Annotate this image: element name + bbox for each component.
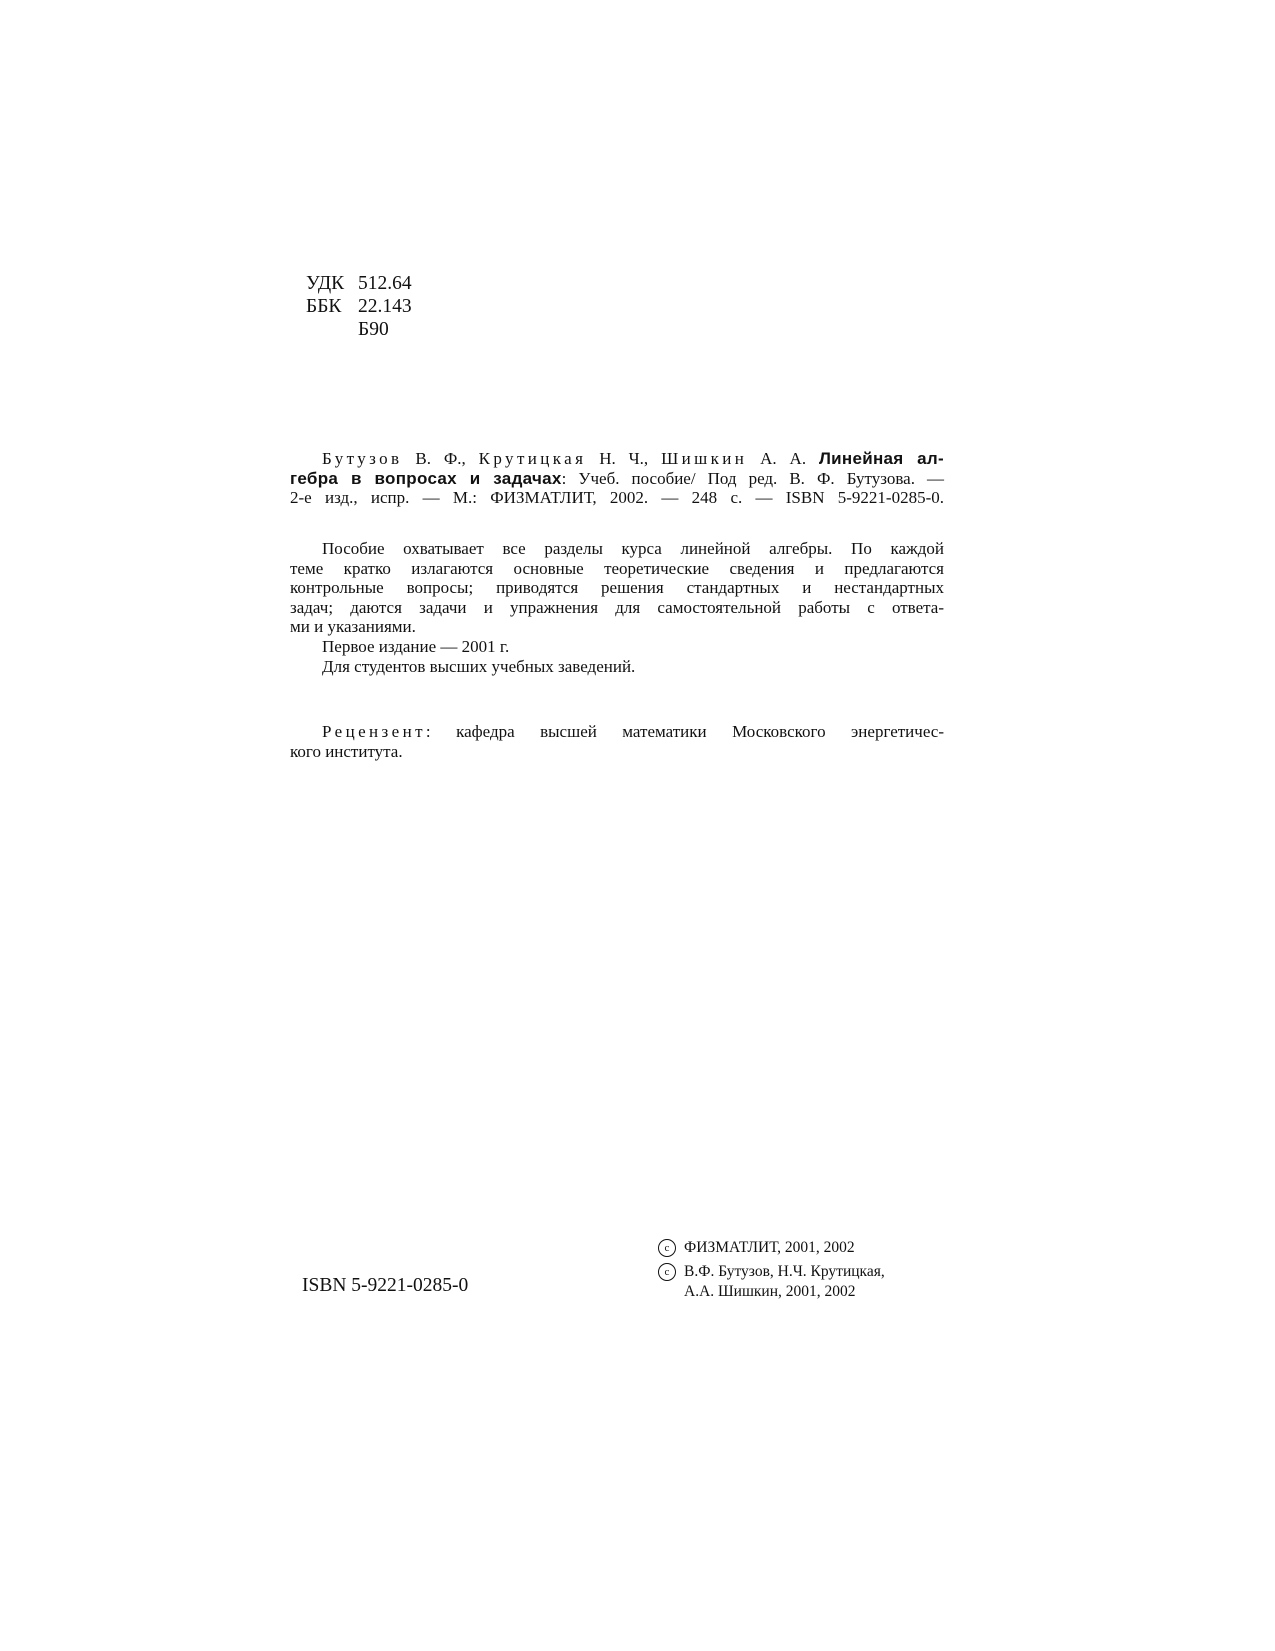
annotation-line: теме кратко излагаются основные теоретические сведения и предлагаются xyxy=(290,558,944,578)
copyright-line-authors xyxy=(658,1262,885,1282)
annotation xyxy=(290,539,944,676)
bibliographic-description xyxy=(290,449,944,508)
annotation-line: ми и указаниями. xyxy=(290,617,416,637)
copyright-authors: В.Ф. Бутузов, Н.Ч. Крутицкая, xyxy=(684,1263,885,1280)
udk-row xyxy=(306,272,412,295)
audience-note: Для студентов высших учебных заведений. xyxy=(322,656,636,676)
author-3: Шишкин xyxy=(661,449,748,468)
copyright-icon: c xyxy=(658,1239,676,1257)
biblio-line-3: 2-е изд., испр. — М.: ФИЗМАТЛИТ, 2002. — 248 с. — ISBN 5-9221-0285-0. xyxy=(290,488,944,508)
isbn-number: ISBN 5-9221-0285-0 xyxy=(302,1275,469,1296)
annotation-line: задач; даются задачи и упражнения для самостоятельной работы с ответа- xyxy=(290,597,944,617)
udk-label: УДК xyxy=(306,273,345,294)
copyright-line-publisher xyxy=(658,1238,885,1258)
bbk-row xyxy=(306,295,412,318)
first-edition-note: Первое издание — 2001 г. xyxy=(322,636,510,656)
reviewer-text: : кафедра высшей математики Московского энергетичес- xyxy=(425,722,944,741)
copyright-authors-cont: А.А. Шишкин, 2001, 2002 xyxy=(684,1283,856,1300)
author-3-initials: А. А. xyxy=(747,449,819,468)
copyright-icon: c xyxy=(658,1263,676,1281)
copyright-publisher: ФИЗМАТЛИТ, 2001, 2002 xyxy=(684,1239,855,1256)
book-title-part-1: Линейная ал- xyxy=(818,449,944,468)
author-1-initials: В. Ф., xyxy=(402,449,479,468)
biblio-line-2 xyxy=(290,469,944,489)
reviewer-line-1 xyxy=(290,722,944,742)
author-2: Крутицкая xyxy=(478,449,587,468)
author-code: Б90 xyxy=(358,319,389,340)
author-2-initials: Н. Ч., xyxy=(586,449,662,468)
bbk-value: 22.143 xyxy=(358,296,412,317)
biblio-line-1 xyxy=(290,449,944,469)
classification-block xyxy=(306,272,412,341)
annotation-line: контрольные вопросы; приводятся решения стандартных и нестандартных xyxy=(290,578,944,598)
author-1: Бутузов xyxy=(322,449,403,468)
bbk-label: ББК xyxy=(306,296,342,317)
biblio-publication-type: : Учеб. пособие/ Под ред. В. Ф. Бутузова. — xyxy=(561,468,944,488)
udk-value: 512.64 xyxy=(358,273,412,294)
reviewer-label: Рецензент xyxy=(322,722,426,741)
copyright-block xyxy=(658,1238,885,1302)
reviewer-line-2: кого института. xyxy=(290,741,403,761)
book-title-part-2: гебра в вопросах и задачах xyxy=(290,468,562,488)
reviewer-block xyxy=(290,722,944,761)
annotation-line: Пособие охватывает все разделы курса линейной алгебры. По каждой xyxy=(322,539,944,558)
